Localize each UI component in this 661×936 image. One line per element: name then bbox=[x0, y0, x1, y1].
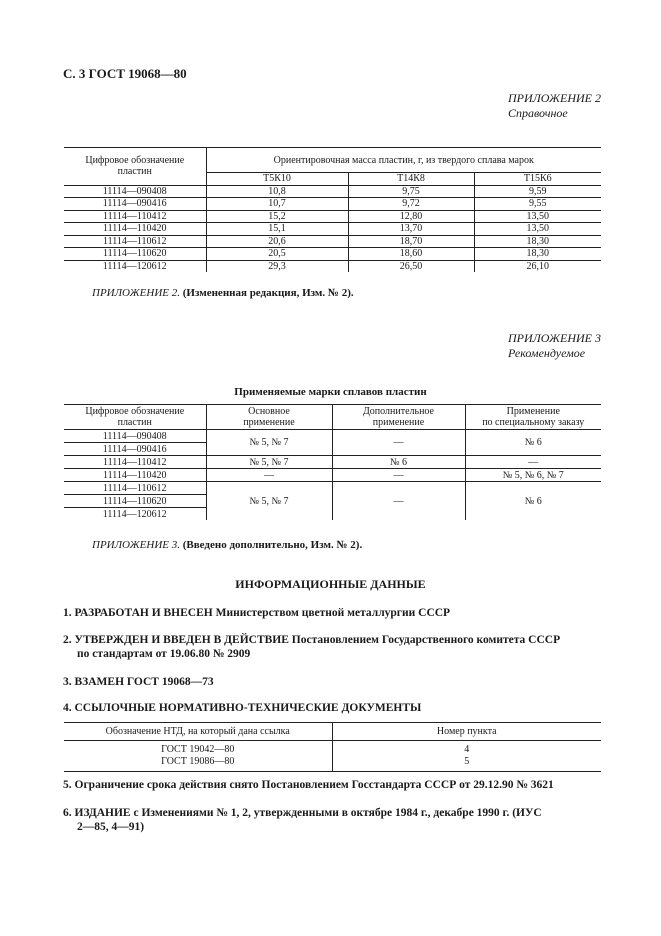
mass-value: 9,72 bbox=[348, 198, 474, 211]
table-row bbox=[64, 185, 601, 198]
plate-code: 11114—120612 bbox=[102, 260, 167, 272]
appendix-2-label bbox=[508, 91, 601, 121]
mass-value: 20,6 bbox=[206, 235, 348, 248]
mass-value: 18,30 bbox=[474, 235, 601, 248]
mass-value: 26,50 bbox=[348, 260, 474, 272]
info-item-2: 2. УТВЕРЖДЕН И ВВЕДЕН В ДЕЙСТВИЕ Постановлением Государственного комитета СССР по стандартам от 19.06.80 № 2909 bbox=[63, 634, 561, 660]
appendix-3-label bbox=[508, 331, 601, 361]
appendix-2-note: ПРИЛОЖЕНИЕ 2. (Измененная редакция, Изм. № 2). bbox=[92, 287, 354, 299]
mass-value: 20,5 bbox=[206, 248, 348, 261]
column-header-code: Цифровое обозначение пластин bbox=[64, 405, 206, 430]
page-header: С. 3 ГОСТ 19068—80 bbox=[63, 66, 187, 81]
table-row bbox=[64, 248, 601, 261]
special-grade: — bbox=[465, 456, 601, 469]
column-header-mass: Ориентировочная масса пластин, г, из твердого сплава марок bbox=[206, 148, 601, 173]
plate-code: 11114—090416 bbox=[64, 198, 206, 211]
column-header-clause: Номер пункта bbox=[332, 723, 601, 741]
main-grade: № 5, № 7 bbox=[206, 430, 332, 456]
plate-code: 11114—110420 bbox=[64, 223, 206, 236]
mass-value: 13,50 bbox=[474, 223, 601, 236]
column-header-extra: Дополнительное применение bbox=[332, 405, 465, 430]
main-grade: № 5, № 7 bbox=[206, 456, 332, 469]
table-row bbox=[64, 198, 601, 211]
mass-value: 12,80 bbox=[348, 210, 474, 223]
column-header-special: Применение по специальному заказу bbox=[465, 405, 601, 430]
info-item-5: 5. Ограничение срока действия снято Постановлением Госстандарта СССР от 29.12.90 № 3621 bbox=[63, 779, 554, 791]
plate-code: 11114—110420 bbox=[64, 469, 206, 482]
info-item-3: 3. ВЗАМЕН ГОСТ 19068—73 bbox=[63, 676, 214, 688]
column-header-grade: Т15К6 bbox=[474, 173, 601, 186]
mass-value: 13,70 bbox=[348, 223, 474, 236]
reference-document: ГОСТ 19042—80 bbox=[161, 744, 235, 755]
mass-value: 29,3 bbox=[206, 260, 348, 272]
mass-value: 26,10 bbox=[474, 260, 601, 272]
table-row bbox=[64, 235, 601, 248]
column-header-code: Цифровое обозначение пластин bbox=[64, 148, 206, 186]
appendix-2-subtitle: Справочное bbox=[508, 106, 568, 120]
column-header-grade: Т5К10 bbox=[206, 173, 348, 186]
appendix-3-note: ПРИЛОЖЕНИЕ 3. (Введено дополнительно, Изм. № 2). bbox=[92, 539, 363, 551]
appendix-2-title: ПРИЛОЖЕНИЕ 2 bbox=[508, 91, 601, 105]
column-header-document: Обозначение НТД, на который дана ссылка bbox=[64, 723, 332, 741]
info-item-6: 6. ИЗДАНИЕ с Изменениями № 1, 2, утвержденными в октябре 1984 г., декабре 1990 г. (ИУС 2—85, 4—91) bbox=[63, 807, 542, 833]
special-grade: № 5, № 6, № 7 bbox=[465, 469, 601, 482]
plate-code: 11114—110620 bbox=[64, 248, 206, 261]
reference-document: ГОСТ 19086—80 bbox=[64, 756, 332, 772]
plate-code: 11114—090408 bbox=[64, 185, 206, 198]
mass-value: 10,8 bbox=[206, 185, 348, 198]
reference-documents-table bbox=[64, 722, 601, 772]
mass-value: 9,75 bbox=[348, 185, 474, 198]
table-row bbox=[64, 223, 601, 236]
alloy-table-title: Применяемые марки сплавов пластин bbox=[234, 386, 427, 398]
mass-value: 9,59 bbox=[474, 185, 601, 198]
plate-code: 11114—090408 bbox=[64, 430, 206, 443]
extra-grade: № 6 bbox=[332, 456, 465, 469]
mass-value: 18,60 bbox=[348, 248, 474, 261]
column-header-main: Основное применение bbox=[206, 405, 332, 430]
info-item-1: 1. РАЗРАБОТАН И ВНЕСЕН Министерством цветной металлургии СССР bbox=[63, 607, 451, 619]
info-title: ИНФОРМАЦИОННЫЕ ДАННЫЕ bbox=[235, 577, 426, 591]
plate-code: 11114—090416 bbox=[64, 443, 206, 456]
column-header-grade: Т14К8 bbox=[348, 173, 474, 186]
table-row bbox=[64, 210, 601, 223]
main-grade: — bbox=[206, 469, 332, 482]
mass-value: 13,50 bbox=[474, 210, 601, 223]
appendix-3-subtitle: Рекомендуемое bbox=[508, 346, 586, 360]
mass-value: 15,2 bbox=[206, 210, 348, 223]
main-grade: № 5, № 7 bbox=[206, 482, 332, 521]
mass-value: 18,30 bbox=[474, 248, 601, 261]
plate-code: 11114—110612 bbox=[64, 235, 206, 248]
mass-value: 15,1 bbox=[206, 223, 348, 236]
extra-grade: — bbox=[332, 430, 465, 456]
appendix-3-title: ПРИЛОЖЕНИЕ 3 bbox=[508, 331, 601, 345]
special-grade: № 6 bbox=[465, 430, 601, 456]
plate-code: 11114—110620 bbox=[64, 495, 206, 508]
plate-code: 11114—110612 bbox=[64, 482, 206, 495]
plate-code: 11114—110412 bbox=[64, 456, 206, 469]
plate-mass-table bbox=[64, 147, 601, 272]
plate-code: 11114—120612 bbox=[102, 508, 167, 520]
mass-value: 9,55 bbox=[474, 198, 601, 211]
info-item-4: 4. ССЫЛОЧНЫЕ НОРМАТИВНО-ТЕХНИЧЕСКИЕ ДОКУМЕНТЫ bbox=[63, 702, 422, 714]
extra-grade: — bbox=[332, 469, 465, 482]
reference-clause: 5 bbox=[332, 756, 601, 772]
special-grade: № 6 bbox=[465, 482, 601, 521]
alloy-grades-table bbox=[64, 404, 601, 520]
extra-grade: — bbox=[332, 482, 465, 521]
plate-code: 11114—110412 bbox=[64, 210, 206, 223]
mass-value: 18,70 bbox=[348, 235, 474, 248]
table-row bbox=[64, 260, 601, 272]
mass-value: 10,7 bbox=[206, 198, 348, 211]
reference-clause: 4 bbox=[332, 741, 601, 757]
